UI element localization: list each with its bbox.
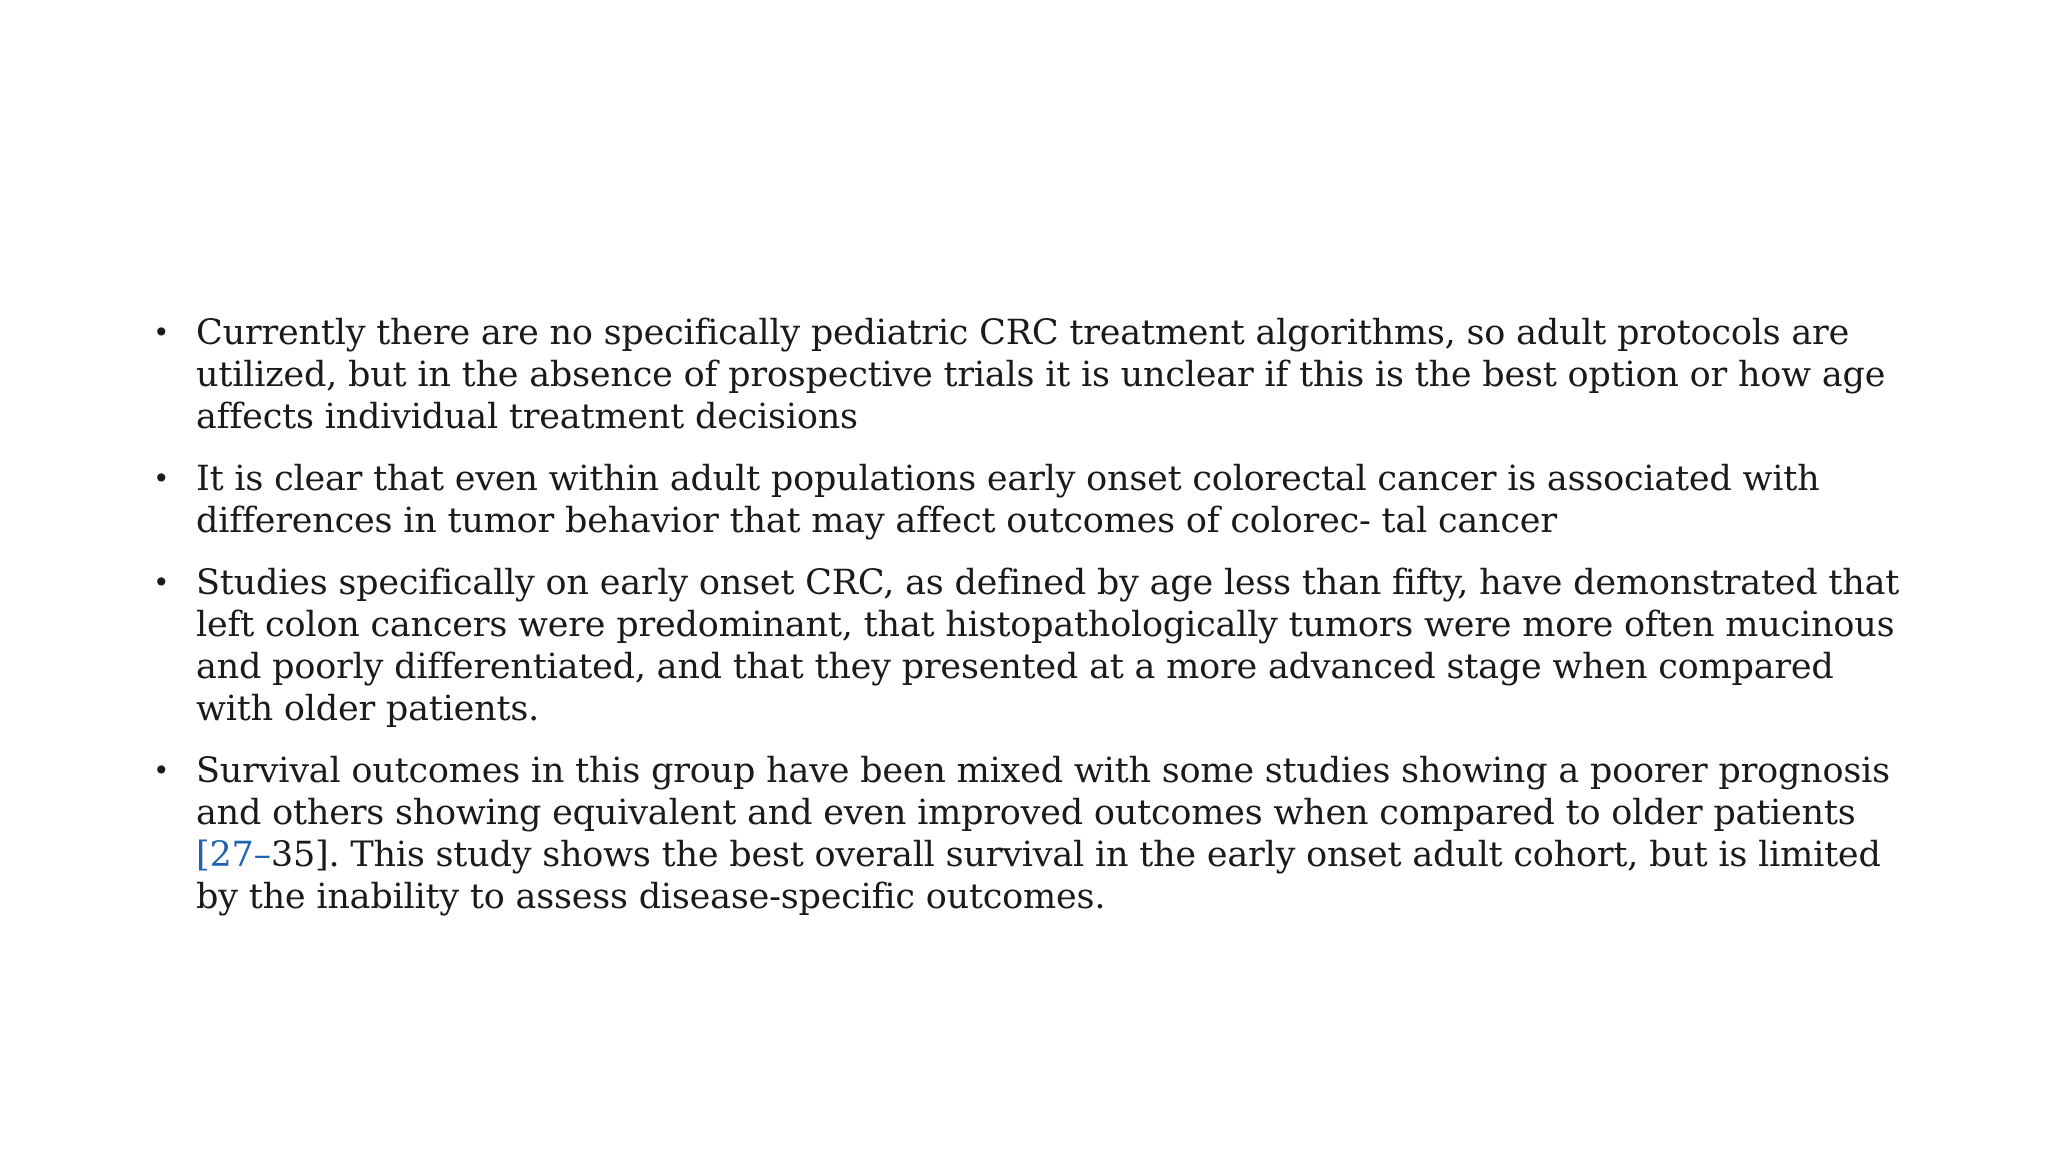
bullet-text: It is clear that even within adult populations early onset colorectal cancer is associated with differences in tumor behavior that may affect outcomes of colorec- tal cancer bbox=[196, 459, 1820, 541]
bullet-text-after-citation: This study shows the best overall survival in the early onset adult cohort, but is limited by the inability to assess disease-specific outcomes. bbox=[196, 835, 1881, 917]
bullet-icon: • bbox=[153, 316, 170, 349]
bullet-text: Studies specifically on early onset CRC, as defined by age less than fifty, have demonstrated that left colon cancers were predominant, that histopathologically tumors were more often mucinous and poorly differentiated, and that they presented at a more advanced stage when compared with older patients. bbox=[196, 563, 1900, 729]
bullet-icon: • bbox=[153, 462, 170, 495]
bullet-icon: • bbox=[153, 566, 170, 599]
bullet-icon: • bbox=[153, 754, 170, 787]
bullet-text: Currently there are no specifically pediatric CRC treatment algorithms, so adult protocols are utilized, but in the absence of prospective trials it is unclear if this is the best option or how age affects individual treatment decisions bbox=[196, 313, 1886, 437]
citation-link[interactable]: [27– bbox=[196, 835, 271, 875]
bullet-item-1 bbox=[153, 312, 1913, 438]
bullet-item-4 bbox=[153, 750, 1913, 918]
bullet-item-2 bbox=[153, 458, 1913, 542]
bullet-item-3 bbox=[153, 562, 1913, 730]
bullet-text-before-citation: Survival outcomes in this group have been mixed with some studies showing a poorer prognosis and others showing equivalent and even improved outcomes when compared to older patients bbox=[196, 751, 1890, 833]
citation-rest: 35]. bbox=[270, 835, 340, 875]
bullet-list bbox=[153, 312, 1913, 938]
